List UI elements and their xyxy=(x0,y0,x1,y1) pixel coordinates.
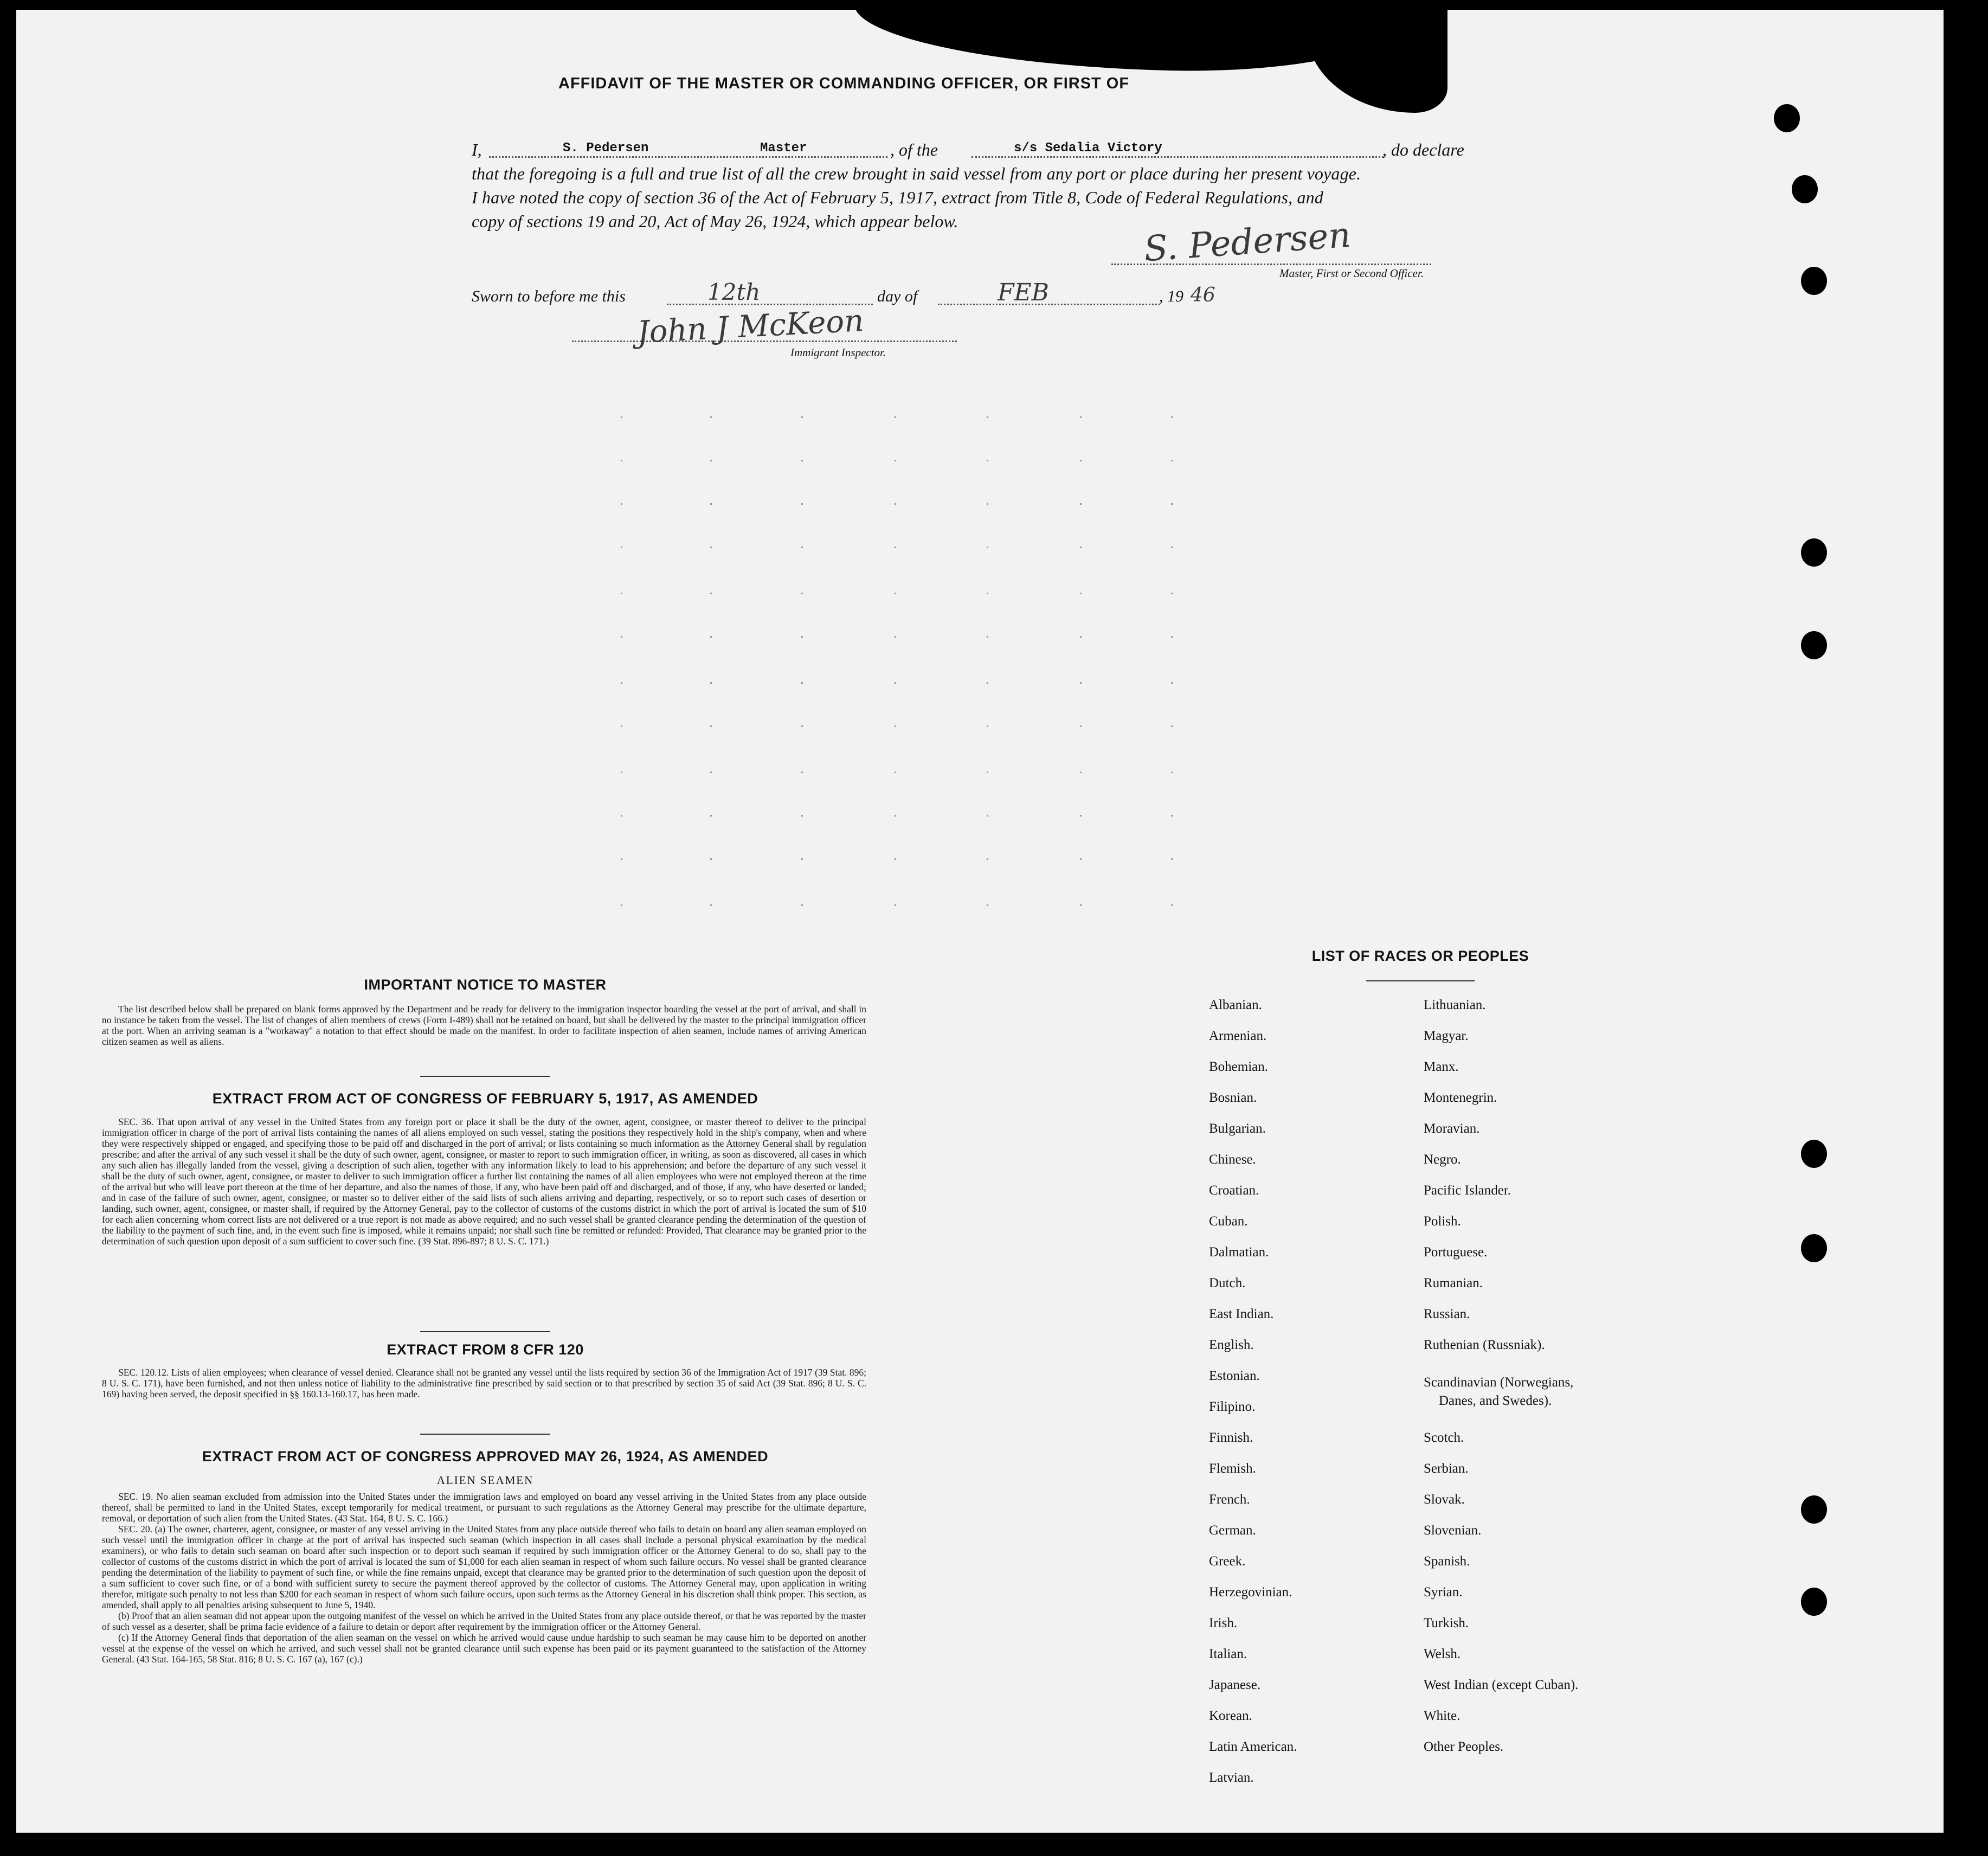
alien-seamen-subheading: ALIEN SEAMEN xyxy=(436,1474,534,1487)
punch-hole xyxy=(1801,1140,1827,1168)
year-prefix: , 19 xyxy=(1159,287,1183,305)
race-item: Negro. xyxy=(1424,1152,1461,1167)
race-item: Armenian. xyxy=(1209,1029,1267,1043)
extract-1924-heading: EXTRACT FROM ACT OF CONGRESS APPROVED MAY 26, 1924, AS AMENDED xyxy=(202,1448,769,1465)
declare-label: , do declare xyxy=(1382,140,1464,159)
races-heading: LIST OF RACES OR PEOPLES xyxy=(1311,948,1529,964)
race-item: Welsh. xyxy=(1424,1647,1461,1661)
day-of-label: day of xyxy=(877,287,918,305)
extract-1917-heading: EXTRACT FROM ACT OF CONGRESS OF FEBRUARY 5, 1917, AS AMENDED xyxy=(212,1090,758,1107)
race-item: Magyar. xyxy=(1424,1029,1469,1043)
punch-hole xyxy=(1801,1495,1827,1524)
race-item: Latvian. xyxy=(1209,1770,1254,1785)
vessel-line xyxy=(972,156,1384,158)
race-item: Dalmatian. xyxy=(1209,1245,1269,1260)
declarant-prefix: I, xyxy=(472,140,482,159)
race-item: Filipino. xyxy=(1209,1399,1256,1414)
vessel-name: s/s Sedalia Victory xyxy=(1014,141,1162,156)
race-item: Ruthenian (Russniak). xyxy=(1424,1338,1545,1352)
master-caption: Master, First or Second Officer. xyxy=(1279,267,1424,280)
race-item: Italian. xyxy=(1209,1647,1247,1661)
race-item: Chinese. xyxy=(1209,1152,1256,1167)
inspector-caption: Immigrant Inspector. xyxy=(790,346,886,359)
race-item: English. xyxy=(1209,1338,1254,1352)
divider xyxy=(1366,980,1475,981)
sec-20c-paragraph: (c) If the Attorney General finds that deportation of the alien seaman on the vessel on which he arrived would cause undue hardship to such seaman he may cause him to be deported on another vessel at the expense of the vessel on which he arrived, and such vessel shall not be granted clearance until such expense has been paid or its payment guaranteed to the satisfaction of the Attorney General. (43 Stat. 164-165, 58 Stat. 816; 8 U. S. C. 167 (a), 167 (c).) xyxy=(102,1632,866,1665)
race-item: Bohemian. xyxy=(1209,1059,1269,1074)
divider xyxy=(420,1331,550,1332)
race-item: Serbian. xyxy=(1424,1461,1469,1476)
extract-cfr-body: SEC. 120.12. Lists of alien employees; when clearance of vessel denied. Clearance shall not be granted any vessel until the lists required by section 36 of the Immigration Act of 1917 (39 Stat. 896; 8 U. S. C. 171), have been furnished, and not then unless notice of liability to the administrative fine prescribed by said section or to that prescribed by section 35 of said Act (39 Stat. 896; 8 U. S. C. 169) having been served, the deposit specified in §§ 160.13-160.17, has been made. xyxy=(102,1367,866,1399)
sworn-month: FEB xyxy=(998,279,1049,306)
master-signature: S. Pedersen xyxy=(1142,215,1352,270)
punch-hole xyxy=(1801,631,1827,659)
punch-hole xyxy=(1774,104,1800,132)
race-item: Latin American. xyxy=(1209,1739,1297,1754)
race-item: Japanese. xyxy=(1209,1678,1261,1692)
punch-hole xyxy=(1801,1588,1827,1616)
punch-hole xyxy=(1801,267,1827,295)
affidavit-title: AFFIDAVIT OF THE MASTER OR COMMANDING OFFICER, OR FIRST OF xyxy=(558,75,1130,92)
sec-19-paragraph: SEC. 19. No alien seaman excluded from admission into the United States under the immigration laws and employed on board any vessel arriving in the United States from any place outside thereof, shall be permitted to land in the United States, except temporarily for medical treatment, or pursuant to such regulations as the Attorney General may prescribe for the ultimate departure, removal, or deportation of such alien from the United States. (43 Stat. 164, 8 U. S. C. 166.) xyxy=(102,1491,866,1524)
race-item: German. xyxy=(1209,1523,1256,1538)
race-item: West Indian (except Cuban). xyxy=(1424,1678,1579,1692)
form-page xyxy=(16,10,1944,1833)
race-item: Slovenian. xyxy=(1424,1523,1482,1538)
affidavit-text-3: copy of sections 19 and 20, Act of May 26, 1924, which appear below. xyxy=(472,211,958,231)
race-item: French. xyxy=(1209,1492,1250,1507)
race-item: Slovak. xyxy=(1424,1492,1465,1507)
punch-hole xyxy=(1801,538,1827,567)
race-item: Bulgarian. xyxy=(1209,1121,1266,1136)
race-item: Dutch. xyxy=(1209,1276,1246,1290)
inspector-signature: John J McKeon xyxy=(636,303,865,350)
race-item: Rumanian. xyxy=(1424,1276,1483,1290)
race-item: Polish. xyxy=(1424,1214,1461,1229)
race-item: East Indian. xyxy=(1209,1307,1274,1321)
race-item: Other Peoples. xyxy=(1424,1739,1504,1754)
divider xyxy=(420,1434,550,1435)
torn-edge-corner xyxy=(1307,10,1447,113)
sworn-label: Sworn to before me this xyxy=(472,287,626,305)
race-item: Estonian. xyxy=(1209,1369,1260,1383)
race-item: Irish. xyxy=(1209,1616,1238,1630)
race-item: Finnish. xyxy=(1209,1430,1253,1445)
affidavit-text-2: I have noted the copy of section 36 of the Act of February 5, 1917, extract from Title 8, Code of Federal Regulations, and xyxy=(472,188,1323,207)
race-item: Moravian. xyxy=(1424,1121,1480,1136)
notice-heading: IMPORTANT NOTICE TO MASTER xyxy=(364,977,607,993)
race-item: White. xyxy=(1424,1709,1461,1723)
sworn-day: 12th xyxy=(707,279,761,305)
race-item: Manx. xyxy=(1424,1059,1459,1074)
divider xyxy=(420,1076,550,1077)
notice-body: The list described below shall be prepared on blank forms approved by the Department and be ready for delivery to the immigration inspector boarding the vessel at the port of arrival, and shall in no instance be taken from the vessel. The list of changes of alien members of crews (Form I-489) shall not be retained on board, but shall be delivered by the master to the principal immigration officer at the port. When an arriving seaman is a "workaway" a notation to that effect should be made on the manifest. In order to facilitate inspection of alien seamen, include names of arriving American citizen seamen as well as aliens. xyxy=(102,1004,866,1047)
race-item: Herzegovinian. xyxy=(1209,1585,1292,1600)
year-suffix: 46 xyxy=(1191,284,1215,306)
sec-20a-paragraph: SEC. 20. (a) The owner, charterer, agent, consignee, or master of any vessel arriving in the United States from any place outside thereof who fails to detain on board any alien seaman employed on such vessel until the immigration officer in charge at the port of arrival has inspected such seaman (which inspection in all cases shall include a personal physical examination by the medical examiners), or who fails to detain such seaman on board after such inspection or to deport such seaman if required by such immigration officer or the Attorney General to do so, shall pay to the collector of customs of the customs district in which the port of arrival is located the sum of $1,000 for each alien seaman in respect of whom such failure occurs. No vessel shall be granted clearance pending the determination of the liability to payment of such fine, or while the fine remains unpaid, except that clearance may be granted prior to the determination of such question upon the deposit of a sum sufficient to cover such fine, or of a bond with sufficient surety to secure the payment thereof approved by the collector of customs. The Attorney General may, upon application in writing therefor, mitigate such penalty to not less than $200 for each seaman in respect of whom such failure occurs, upon such terms as the Attorney General in his discretion shall think proper. This section, as amended, shall apply to all penalties arising subsequent to June 5, 1940. xyxy=(102,1524,866,1610)
race-item: Danes, and Swedes). xyxy=(1439,1393,1552,1408)
sec-20b-paragraph: (b) Proof that an alien seaman did not appear upon the outgoing manifest of the vessel on which he arrived in the United States from any place outside thereof, or that he was reported by the master of such vessel as a deserter, shall be prima facie evidence of a failure to detain or deport after requirement by the immigration officer or the Attorney General. xyxy=(102,1610,866,1632)
race-item: Syrian. xyxy=(1424,1585,1463,1600)
punch-hole xyxy=(1801,1234,1827,1262)
extract-1924-body xyxy=(102,1491,866,1665)
race-item: Pacific Islander. xyxy=(1424,1183,1511,1198)
race-item: Scandinavian (Norwegians, xyxy=(1424,1375,1574,1390)
extract-cfr-heading: EXTRACT FROM 8 CFR 120 xyxy=(387,1341,584,1358)
race-item: Flemish. xyxy=(1209,1461,1256,1476)
race-item: Portuguese. xyxy=(1424,1245,1488,1260)
race-item: Greek. xyxy=(1209,1554,1246,1569)
race-item: Croatian. xyxy=(1209,1183,1259,1198)
race-item: Albanian. xyxy=(1209,998,1262,1012)
punch-hole xyxy=(1792,175,1818,203)
of-the-label: , of the xyxy=(890,140,938,159)
declarant-name: S. Pedersen xyxy=(563,141,649,156)
race-item: Spanish. xyxy=(1424,1554,1470,1569)
declarant-rank: Master xyxy=(760,141,807,156)
race-item: Scotch. xyxy=(1424,1430,1464,1445)
race-item: Russian. xyxy=(1424,1307,1470,1321)
race-item: Turkish. xyxy=(1424,1616,1469,1630)
extract-1917-body: SEC. 36. That upon arrival of any vessel in the United States from any foreign port or place it shall be the duty of the owner, agent, consignee, or master thereof to deliver to the principal immigration officer in charge of the port of arrival lists containing the names of all aliens employed on such vessel, stating the positions they respectively hold in the ship's company, when and where they were respectively shipped or engaged, and specifying those to be paid off and discharged in the port of arrival; or lists containing so much information as the Attorney General shall by regulation prescribe; and after the arrival of any such vessel it shall be the duty of such owner, agent, consignee, or master to report to such immigration officer, in writing, as soon as discovered, all cases in which any such alien has illegally landed from the vessel, giving a description of such alien, together with any information likely to lead to his apprehension; and before the departure of any such vessel it shall be the duty of such owner, agent, consignee, or master to deliver to such immigration officer a further list containing the names of all alien employees who were not employed thereon at the time of the arrival but who will leave port thereon at the time of her departure, and also the names of those, if any, who have been paid off and discharged, and of those, if any, who have deserted or landed; and in case of the failure of such owner, agent, consignee, or master so to deliver either of the said lists of such aliens arriving and departing, respectively, or so to report such cases of desertion or landing, such owner, agent, consignee, or master shall, if required by the Attorney General, pay to the collector of customs of the customs district in which the port of arrival is located the sum of $10 for each alien concerning whom correct lists are not delivered or a true report is not made as above required; and no such vessel shall be granted clearance pending the determination of the question of the liability to the payment of such fine, and, in the event such fine is imposed, while it remains unpaid; nor shall such fine be remitted or refunded: Provided, That clearance may be granted prior to the determination of such question upon deposit of a sum sufficient to cover such fine. (39 Stat. 896-897; 8 U. S. C. 171.) xyxy=(102,1116,866,1247)
race-item: Montenegrin. xyxy=(1424,1090,1497,1105)
race-item: Lithuanian. xyxy=(1424,998,1486,1012)
race-item: Bosnian. xyxy=(1209,1090,1257,1105)
race-item: Korean. xyxy=(1209,1709,1252,1723)
sworn-month-line xyxy=(938,304,1160,305)
declarant-line xyxy=(489,156,887,158)
race-item: Cuban. xyxy=(1209,1214,1248,1229)
affidavit-text-1: that the foregoing is a full and true list of all the crew brought in said vessel from any port or place during her present voyage. xyxy=(472,164,1361,183)
